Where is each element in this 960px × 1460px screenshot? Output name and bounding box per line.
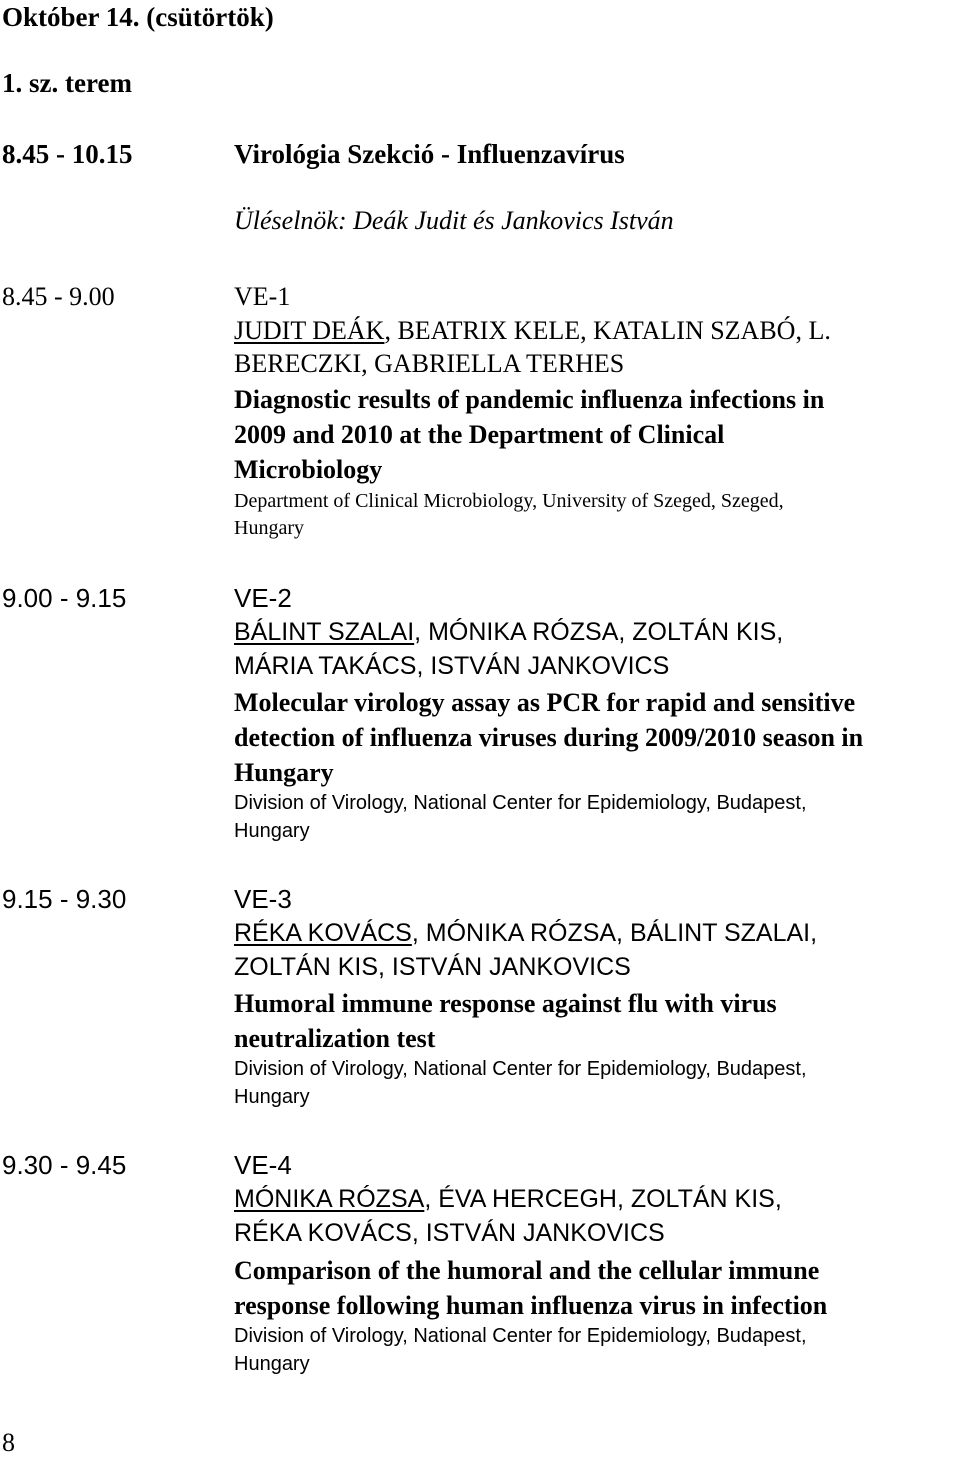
- talk-title-line2: neutralization test: [234, 1024, 436, 1053]
- talk-code: VE-3: [234, 884, 292, 914]
- page-number: 8: [2, 1428, 15, 1457]
- talk-affiliation-line1: Division of Virology, National Center for Epidemiology, Budapest,: [234, 1058, 807, 1080]
- co-authors: , BEATRIX KELE, KATALIN SZABÓ, L.: [384, 316, 831, 345]
- page-date: Október 14. (csütörtök): [2, 2, 274, 32]
- co-authors: , MÓNIKA RÓZSA, ZOLTÁN KIS,: [414, 618, 784, 646]
- talk-title-line1: Humoral immune response against flu with virus: [234, 989, 777, 1018]
- session-time: 8.45 - 10.15: [2, 139, 133, 169]
- room-label: 1. sz. terem: [2, 68, 132, 98]
- talk-time: 9.00 - 9.15: [2, 583, 127, 613]
- talk-title-line1: Molecular virology assay as PCR for rapid and sensitive: [234, 688, 856, 717]
- talk-affiliation-line2: Hungary: [234, 517, 304, 539]
- talk-affiliation-line1: Division of Virology, National Center for Epidemiology, Budapest,: [234, 1325, 807, 1347]
- talk-time: 9.30 - 9.45: [2, 1150, 127, 1180]
- co-authors: , MÓNIKA RÓZSA, BÁLINT SZALAI,: [411, 919, 818, 947]
- session-title: Virológia Szekció - Influenzavírus: [234, 139, 625, 169]
- session-chairs: Üléselnök: Deák Judit és Jankovics István: [234, 206, 674, 235]
- co-authors: , ÉVA HERCEGH, ZOLTÁN KIS,: [424, 1185, 782, 1213]
- talk-title-line1: Diagnostic results of pandemic influenza infections in: [234, 385, 825, 414]
- talk-title-line2: response following human influenza virus in infection: [234, 1291, 828, 1320]
- talk-code: VE-1: [234, 282, 291, 311]
- talk-affiliation-line2: Hungary: [234, 820, 310, 842]
- talk-authors-line2: ZOLTÁN KIS, ISTVÁN JANKOVICS: [234, 953, 631, 981]
- talk-affiliation-line1: Department of Clinical Microbiology, University of Szeged, Szeged,: [234, 490, 784, 512]
- talk-affiliation-line1: Division of Virology, National Center for Epidemiology, Budapest,: [234, 792, 807, 814]
- presenting-author: BÁLINT SZALAI: [234, 618, 415, 646]
- talk-authors-line2: MÁRIA TAKÁCS, ISTVÁN JANKOVICS: [234, 652, 670, 680]
- talk-affiliation-line2: Hungary: [234, 1086, 310, 1108]
- talk-time: 9.15 - 9.30: [2, 884, 127, 914]
- talk-code: VE-2: [234, 583, 292, 613]
- talk-time: 8.45 - 9.00: [2, 282, 115, 311]
- presenting-author: MÓNIKA RÓZSA: [234, 1185, 425, 1213]
- talk-authors-line1: [234, 620, 783, 645]
- talk-authors-line1: [234, 1187, 782, 1212]
- talk-title-line1: Comparison of the humoral and the cellular immune: [234, 1256, 820, 1285]
- talk-code: VE-4: [234, 1150, 292, 1180]
- talk-affiliation-line2: Hungary: [234, 1353, 310, 1375]
- presenting-author: RÉKA KOVÁCS: [234, 919, 412, 947]
- talk-authors-line1: [234, 921, 817, 946]
- talk-authors-line1: [234, 318, 831, 344]
- talk-title-line2: detection of influenza viruses during 2009/2010 season in: [234, 723, 864, 752]
- talk-authors-line2: RÉKA KOVÁCS, ISTVÁN JANKOVICS: [234, 1219, 665, 1247]
- talk-title-line2: 2009 and 2010 at the Department of Clinical: [234, 420, 725, 449]
- talk-authors-line2: BERECZKI, GABRIELLA TERHES: [234, 349, 625, 378]
- talk-title-line3: Microbiology: [234, 455, 383, 484]
- talk-title-line3: Hungary: [234, 758, 334, 787]
- presenting-author: JUDIT DEÁK: [234, 316, 385, 345]
